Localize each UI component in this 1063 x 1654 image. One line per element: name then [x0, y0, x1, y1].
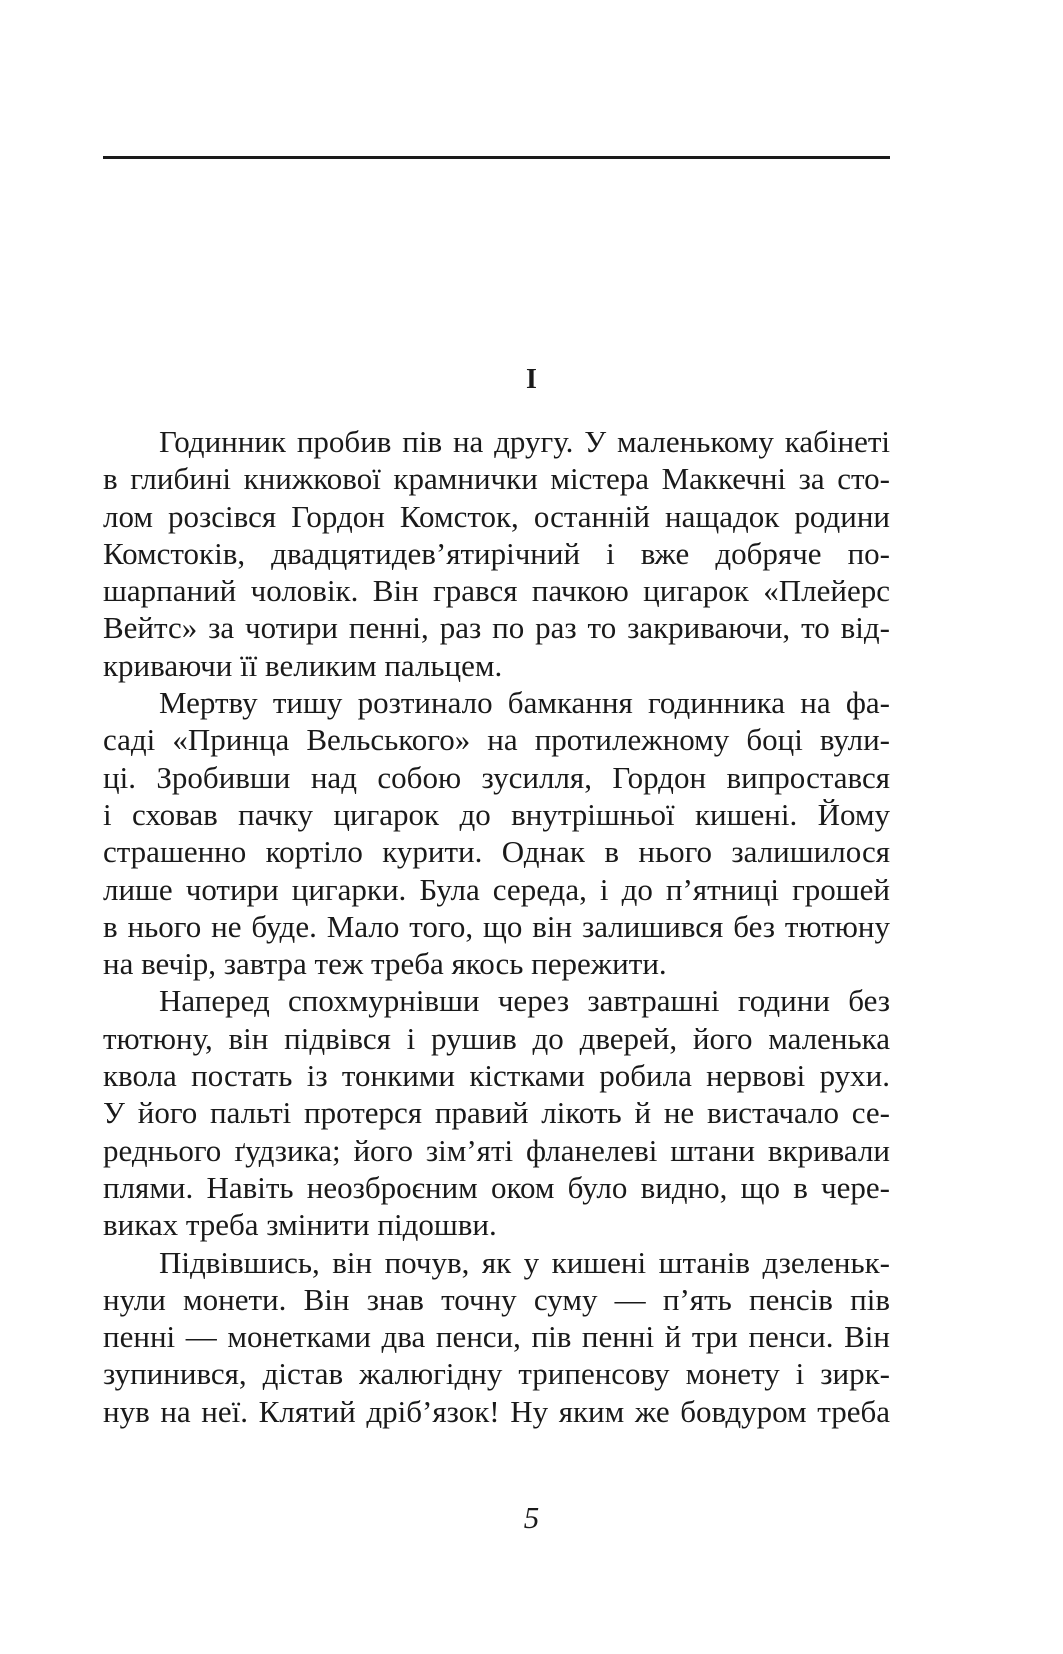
- text-line: виках треба змінити підошви.: [103, 1207, 497, 1243]
- text-line: шарпаний чоловік. Він грався пачкою цигарок «Плейерс: [103, 573, 890, 609]
- text-line: лише чотири цигарки. Була середа, і до п’ятниці грошей: [103, 871, 890, 907]
- chapter-number: I: [526, 364, 537, 395]
- text-line: Комстоків, двадцятидев’ятирічний і вже добряче по-: [103, 535, 890, 571]
- text-line: Вейтс» за чотири пенні, раз по раз то закриваючи, то від-: [103, 610, 890, 646]
- text-line: ці. Зробивши над собою зусилля, Гордон випростався: [103, 759, 890, 795]
- text-line: У його пальті протерся правий лікоть й не вистачало се-: [103, 1095, 890, 1131]
- text-line: плями. Навіть неозброєним оком було видно, що в чере-: [103, 1169, 890, 1205]
- text-line: Наперед спохмурнівши через завтрашні години без: [159, 983, 890, 1019]
- text-line: нули монети. Він знав точну суму — п’ять пенсів пів: [103, 1281, 890, 1317]
- text-line: лом розсівся Гордон Комсток, останній нащадок родини: [103, 498, 890, 534]
- page-number: 5: [523, 1500, 540, 1535]
- text-line: Годинник пробив пів на другу. У маленькому кабінеті: [159, 424, 890, 459]
- text-line: криваючи її великим пальцем.: [103, 647, 503, 683]
- text-line: тютюну, він підвівся і рушив до дверей, його маленька: [103, 1020, 890, 1056]
- text-line: Мертву тишу розтинало бамкання годинника на фа-: [159, 685, 890, 721]
- text-line: на вечір, завтра теж треба якось пережити.: [103, 946, 667, 982]
- text-line: саді «Принца Вельського» на протилежному боці вули-: [103, 722, 890, 758]
- text-line: пенні — монетками два пенси, пів пенні й три пенси. Він: [103, 1319, 890, 1355]
- paragraph: [103, 982, 890, 1243]
- text-line: зупинився, дістав жалюгідну трипенсову монету і зирк-: [103, 1356, 890, 1392]
- paragraph: [103, 423, 890, 684]
- text-line: нув на неї. Клятий дріб’язок! Ну яким же бовдуром треба: [103, 1393, 890, 1429]
- text-line: страшенно кортіло курити. Однак в нього залишилося: [103, 834, 890, 870]
- text-line: Підвівшись, він почув, як у кишені штанів дзеленьк-: [159, 1244, 890, 1280]
- paragraph: [103, 684, 890, 982]
- text-line: в нього не буде. Мало того, що він залишився без тютюну: [103, 908, 890, 944]
- text-line: реднього ґудзика; його зім’яті фланелеві штани вкривали: [103, 1132, 890, 1168]
- top-rule: [103, 156, 890, 159]
- paragraph: [103, 1244, 890, 1430]
- text-line: квола постать із тонкими кістками робила нервові рухи.: [103, 1058, 890, 1094]
- body-text: [103, 423, 890, 1430]
- text-line: в глибині книжкової крамнички містера Маккечні за сто-: [103, 461, 890, 497]
- text-line: і сховав пачку цигарок до внутрішньої кишені. Йому: [103, 796, 890, 832]
